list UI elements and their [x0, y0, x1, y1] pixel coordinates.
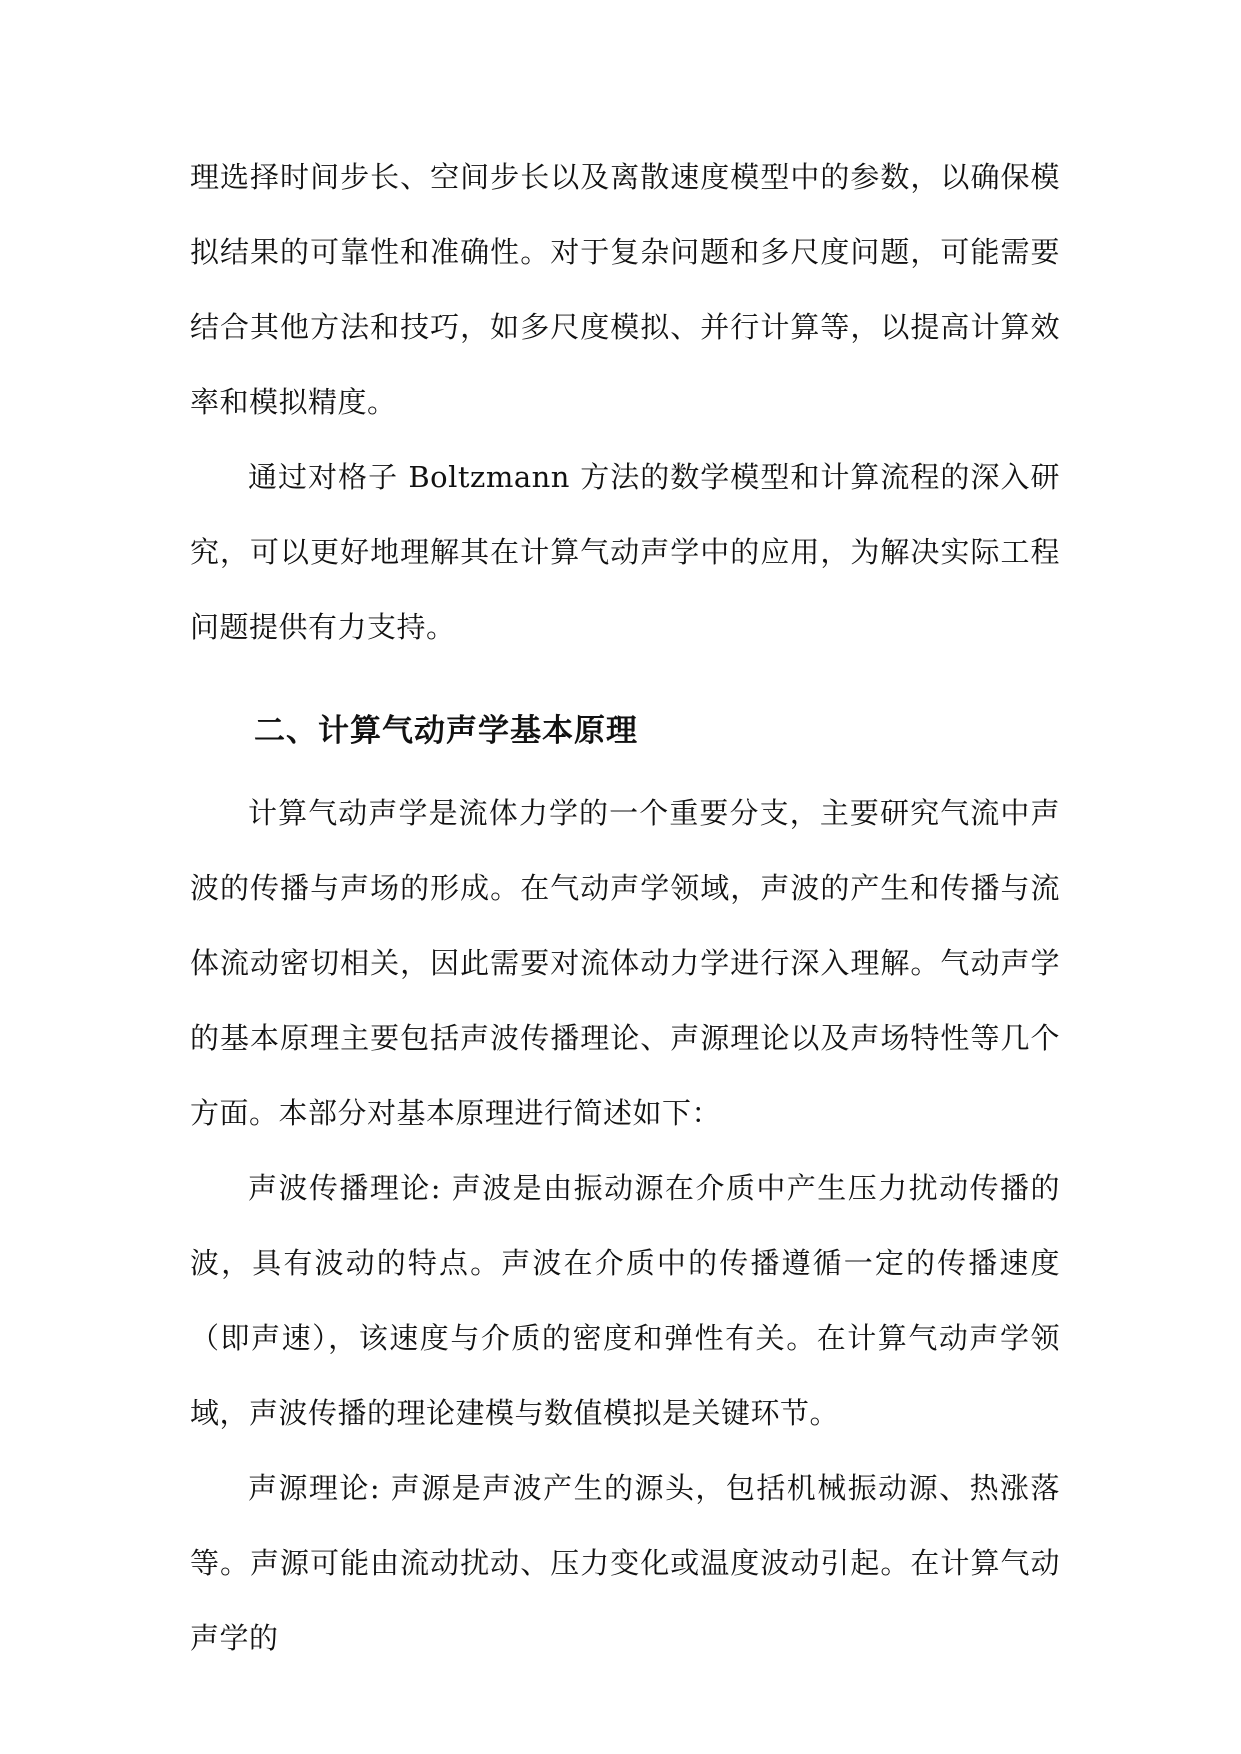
paragraph-source-theory: 声源理论: 声源是声波产生的源头，包括机械振动源、热涨落等。声源可能由流动扰动、压力变化或温度波动引起。在计算气动声学的 — [190, 1471, 1060, 1655]
paragraph-wave-propagation: 声波传播理论: 声波是由振动源在介质中产生压力扰动传播的波，具有波动的特点。声波在介质中的传播遵循一定的传播速度（即声速），该速度与介质的密度和弹性有关。在计算气动声学领域，声波传播的理论建模与数值模拟是关键环节。 — [190, 1171, 1060, 1430]
section-heading: 二、计算气动声学基本原理 — [254, 713, 638, 749]
paragraph-intro-caa: 计算气动声学是流体力学的一个重要分支，主要研究气流中声波的传播与声场的形成。在气动声学领域，声波的产生和传播与流体流动密切相关，因此需要对流体动力学进行深入理解。气动声学的基本原理主要包括声波传播理论、声源理论以及声场特性等几个方面。本部分对基本原理进行简述如下： — [190, 796, 1060, 1130]
document-page — [190, 140, 1060, 1676]
paragraph-lbm-summary: 通过对格子 Boltzmann 方法的数学模型和计算流程的深入研究，可以更好地理解其在计算气动声学中的应用，为解决实际工程问题提供有力支持。 — [190, 460, 1060, 644]
paragraph-continuation: 理选择时间步长、空间步长以及离散速度模型中的参数，以确保模拟结果的可靠性和准确性。对于复杂问题和多尺度问题，可能需要结合其他方法和技巧，如多尺度模拟、并行计算等，以提高计算效率和模拟精度。 — [190, 160, 1060, 419]
